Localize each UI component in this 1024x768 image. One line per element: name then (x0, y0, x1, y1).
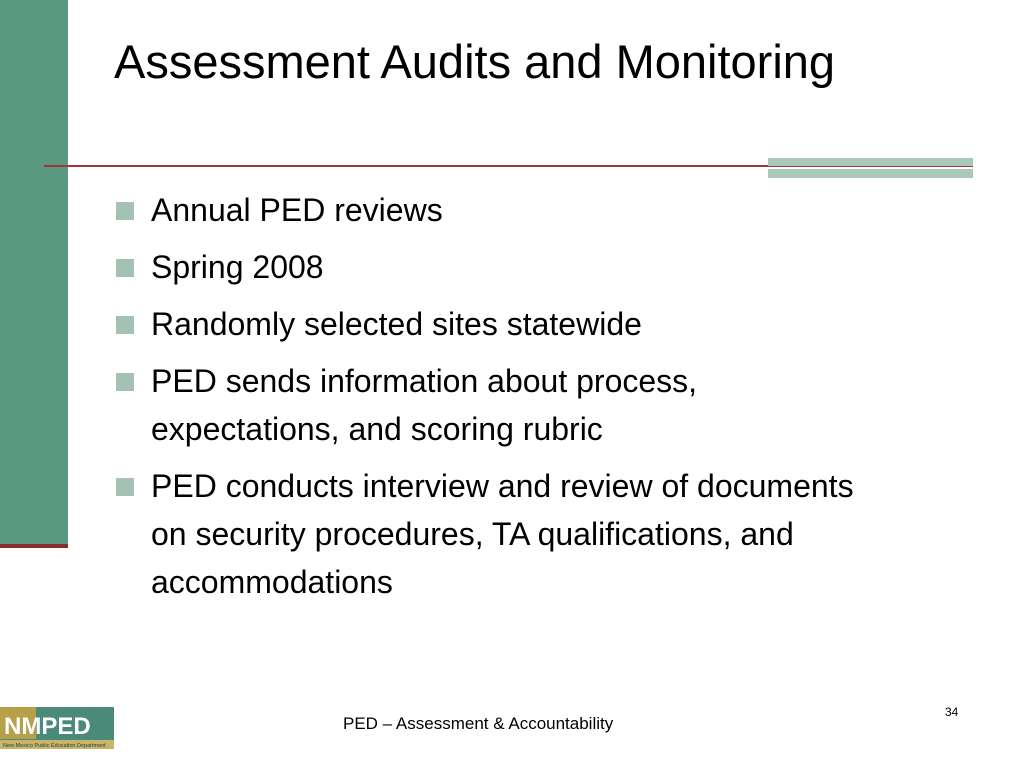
bullet-item (116, 462, 876, 606)
footer-text: PED – Assessment & Accountability (343, 714, 614, 733)
bullet-item (116, 186, 876, 234)
bullet-text: PED conducts interview and review of documents on security procedures, TA qualifications, and accommodations (151, 468, 854, 600)
square-bullet-icon (116, 478, 134, 496)
logo-subtitle: New Mexico Public Education Department (3, 743, 106, 749)
square-bullet-icon (116, 316, 134, 334)
square-bullet-icon (116, 373, 134, 391)
bullet-list (116, 186, 876, 615)
logo-text: NMPED (4, 713, 91, 740)
bullet-text: Annual PED reviews (151, 192, 443, 228)
left-decor-bar (0, 0, 68, 547)
bullet-text: PED sends information about process, expectations, and scoring rubric (151, 363, 698, 447)
bullet-item (116, 243, 876, 291)
accent-bar-bottom (768, 169, 973, 178)
left-decor-bar-base (0, 544, 68, 548)
square-bullet-icon (116, 259, 134, 277)
accent-bar-top (768, 158, 973, 166)
bullet-text: Randomly selected sites statewide (151, 306, 642, 342)
slide-title: Assessment Audits and Monitoring (114, 35, 836, 88)
bullet-item (116, 357, 876, 453)
nmped-logo (0, 707, 114, 749)
square-bullet-icon (116, 202, 134, 220)
slide-number: 34 (945, 705, 959, 719)
bullet-item (116, 300, 876, 348)
bullet-text: Spring 2008 (151, 249, 324, 285)
